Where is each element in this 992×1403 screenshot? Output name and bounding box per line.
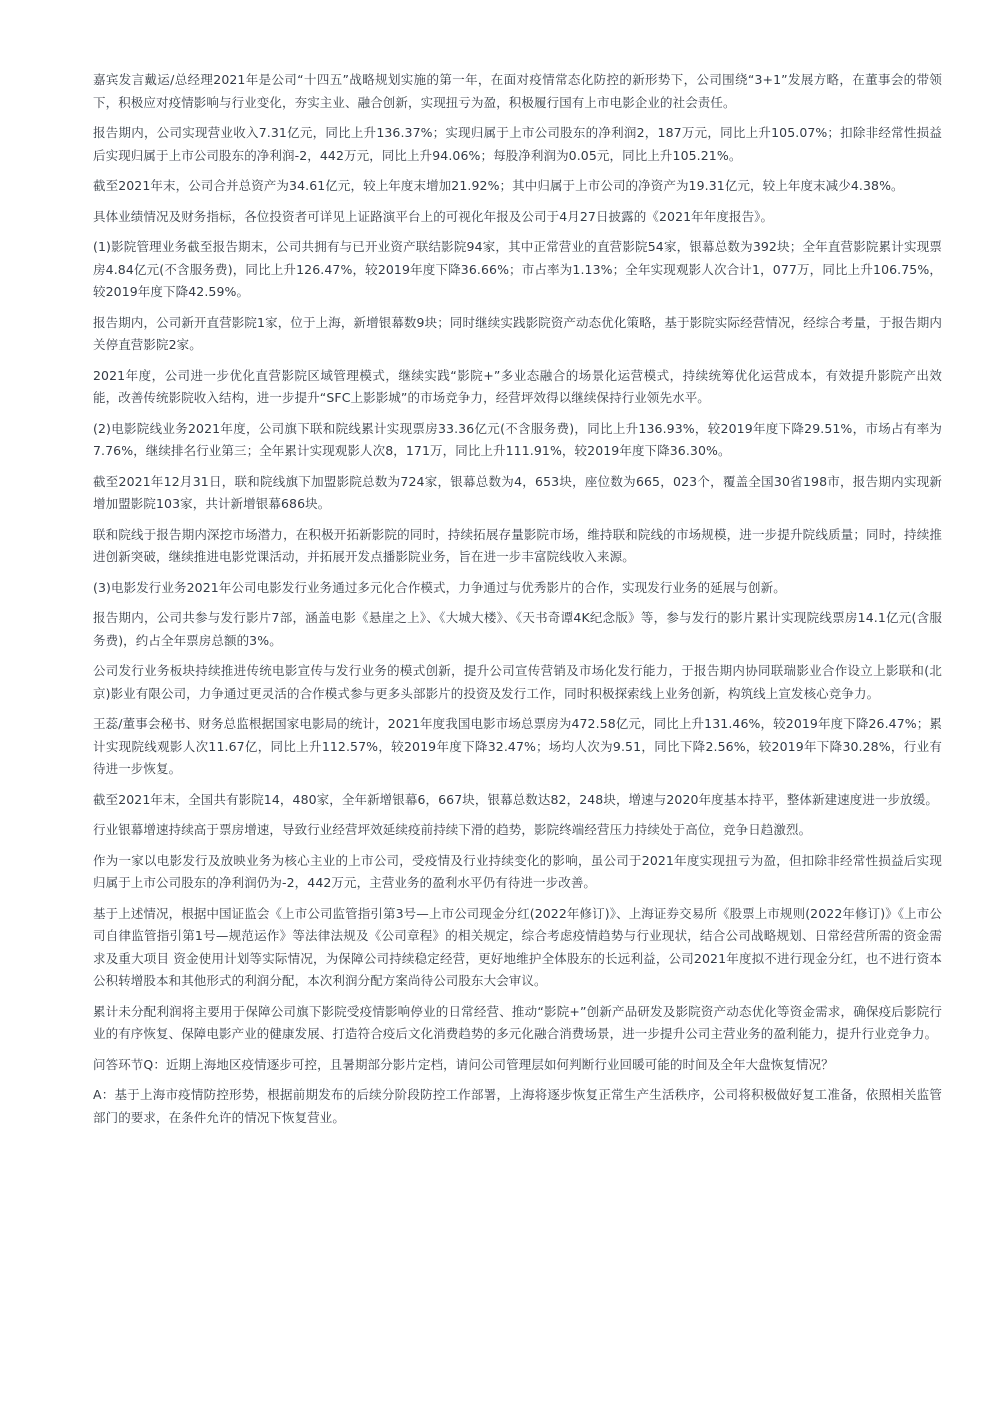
paragraph-distribution-innovation: 公司发行业务板块持续推进传统电影宣传与发行业务的模式创新，提升公司宣传营销及市场化发行能力，于报告期内协同联瑞影业合作设立上影联和(北京)影业有限公司，力争通过更灵活的合作模式参与更多头部影片的投资及发行工作，同时积极探索线上业务创新，构筑线上宣发核心竞争力。 bbox=[93, 663, 942, 701]
paragraph-dividend-policy: 基于上述情况，根据中国证监会《上市公司监管指引第3号—上市公司现金分红(2022年修订)》、上海证券交易所《股票上市规则(2022年修订)》《上市公司自律监管指引第1号—规范运作》等法律法规及《公司章程》的相关规定，综合考虑疫情趋势与行业现状，结合公司战略规划、日常经营所需的资金需求及重大项目 资金使用计划等实际情况，为保障公司持续稳定经营，更好地维护全体股东的长远利益，公司2021年度拟不进行现金分红，也不进行资本公积转增股本和其他形式的利润分配，本次利润分配方案尚待公司股东大会审议。 bbox=[93, 905, 942, 988]
paragraph-cinema-optimization: 2021年度，公司进一步优化直营影院区域管理模式，继续实践“影院+”多业态融合的场景化运营模式，持续统筹优化运营成本，有效提升影院产出效能，改善传统影院收入结构，进一步提升“SFC上影影城”的市场竞争力，经营坪效得以继续保持行业领先水平。 bbox=[93, 367, 942, 405]
paragraph-industry-competition: 行业银幕增速持续高于票房增速，导致行业经营坪效延续疫前持续下滑的趋势，影院终端经营压力持续处于高位，竞争日趋激烈。 bbox=[93, 822, 812, 837]
paragraph-profitability: 作为一家以电影发行及放映业务为核心主业的上市公司，受疫情及行业持续变化的影响，虽公司于2021年度实现扭亏为盈，但扣除非经常性损益后实现归属于上市公司股东的净利润仍为-2，442万元，主营业务的盈利水平仍有待进一步改善。 bbox=[93, 852, 942, 890]
paragraph-qa-answer: A：基于上海市疫情防控形势，根据前期发布的后续分阶段防控工作部署，上海将逐步恢复正常生产生活秩序，公司将积极做好复工准备，依照相关监管部门的要求，在条件允许的情况下恢复营业。 bbox=[93, 1087, 942, 1125]
paragraph-opening-remarks: 嘉宾发言戴运/总经理2021年是公司“十四五”战略规划实施的第一年，在面对疫情常态化防控的新形势下，公司围绕“3+1”发展方略，在董事会的带领下，积极应对疫情影响与行业变化，夯实主业、融合创新，实现扭亏为盈，积极履行国有上市电影企业的社会责任。 bbox=[93, 72, 942, 110]
paragraph-market-statistics: 王蕊/董事会秘书、财务总监根据国家电影局的统计，2021年度我国电影市场总票房为472.58亿元，同比上升131.46%，较2019年度下降26.47%；累计实现院线观影人次11.67亿，同比上升112.57%，较2019年度下降32.47%；场均人次为9.51，同比下降2.56%，较2019年下降30.28%，行业有待进一步恢复。 bbox=[93, 716, 942, 776]
paragraph-retained-earnings: 累计未分配利润将主要用于保障公司旗下影院受疫情影响停业的日常经营、推动“影院+”创新产品研发及影院资产动态优化等资金需求，确保疫后影院行业的有序恢复、保障电影产业的健康发展、打造符合疫后文化消费趋势的多元化融合消费场景，进一步提升公司主营业务的盈利能力，提升行业竞争力。 bbox=[93, 1003, 942, 1041]
paragraph-circuit-business: (2)电影院线业务2021年度，公司旗下联和院线累计实现票房33.36亿元(不含服务费)，同比上升136.93%，较2019年度下降29.51%，市场占有率为7.76%，继续排名行业第三；全年累计实现观影人次8，171万，同比上升111.91%，较2019年度下降36.30%。 bbox=[93, 420, 942, 458]
paragraph-circuit-scale: 截至2021年12月31日，联和院线旗下加盟影院总数为724家，银幕总数为4，653块，座位数为665，023个，覆盖全国30省198市，报告期内实现新增加盟影院103家，共计新增银幕686块。 bbox=[93, 473, 942, 511]
paragraph-total-assets: 截至2021年末，公司合并总资产为34.61亿元，较上年度末增加21.92%；其中归属于上市公司的净资产为19.31亿元，较上年度末减少4.38%。 bbox=[93, 178, 904, 193]
article-body bbox=[93, 69, 942, 1137]
paragraph-new-cinema: 报告期内，公司新开直营影院1家，位于上海，新增银幕数9块；同时继续实践影院资产动态优化策略，基于影院实际经营情况，经综合考量，于报告期内关停直营影院2家。 bbox=[93, 314, 942, 352]
paragraph-distribution-films: 报告期内，公司共参与发行影片7部，涵盖电影《悬崖之上》、《大城大楼》、《天书奇谭4K纪念版》等，参与发行的影片累计实现院线票房14.1亿元(含服务费)，约占全年票房总额的3%。 bbox=[93, 610, 942, 648]
paragraph-national-cinemas: 截至2021年末，全国共有影院14，480家，全年新增银幕6，667块，银幕总数达82，248块，增速与2020年度基本持平，整体新建速度进一步放缓。 bbox=[93, 791, 938, 807]
paragraph-cinema-management: (1)影院管理业务截至报告期末，公司共拥有与已开业资产联结影院94家，其中正常营业的直营影院54家，银幕总数为392块；全年直营影院累计实现票房4.84亿元(不含服务费)，同比上升126.47%，较2019年度下降36.66%；市占率为1.13%；全年实现观影人次合计1，077万，同比上升106.75%，较2019年度下降42.59%。 bbox=[93, 239, 942, 299]
paragraph-qa-question: 问答环节Q：近期上海地区疫情逐步可控，且暑期部分影片定档，请问公司管理层如何判断行业回暖可能的时间及全年大盘恢复情况？ bbox=[93, 1056, 834, 1072]
paragraph-annual-report-reference: 具体业绩情况及财务指标，各位投资者可详见上证路演平台上的可视化年报及公司于4月27日披露的《2021年年度报告》。 bbox=[93, 208, 774, 224]
paragraph-distribution-business: (3)电影发行业务2021年公司电影发行业务通过多元化合作模式，力争通过与优秀影片的合作，实现发行业务的延展与创新。 bbox=[93, 579, 786, 595]
paragraph-revenue-profit: 报告期内，公司实现营业收入7.31亿元，同比上升136.37%；实现归属于上市公司股东的净利润2，187万元，同比上升105.07%；扣除非经常性损益后实现归属于上市公司股东的净利润-2，442万元，同比上升94.06%；每股净利润为0.05元，同比上升105.21%。 bbox=[93, 125, 942, 163]
paragraph-circuit-expansion: 联和院线于报告期内深挖市场潜力，在积极开拓新影院的同时，持续拓展存量影院市场，维持联和院线的市场规模，进一步提升院线质量；同时，持续推进创新突破，继续推进电影党课活动，并拓展开发点播影院业务，旨在进一步丰富院线收入来源。 bbox=[93, 526, 942, 564]
